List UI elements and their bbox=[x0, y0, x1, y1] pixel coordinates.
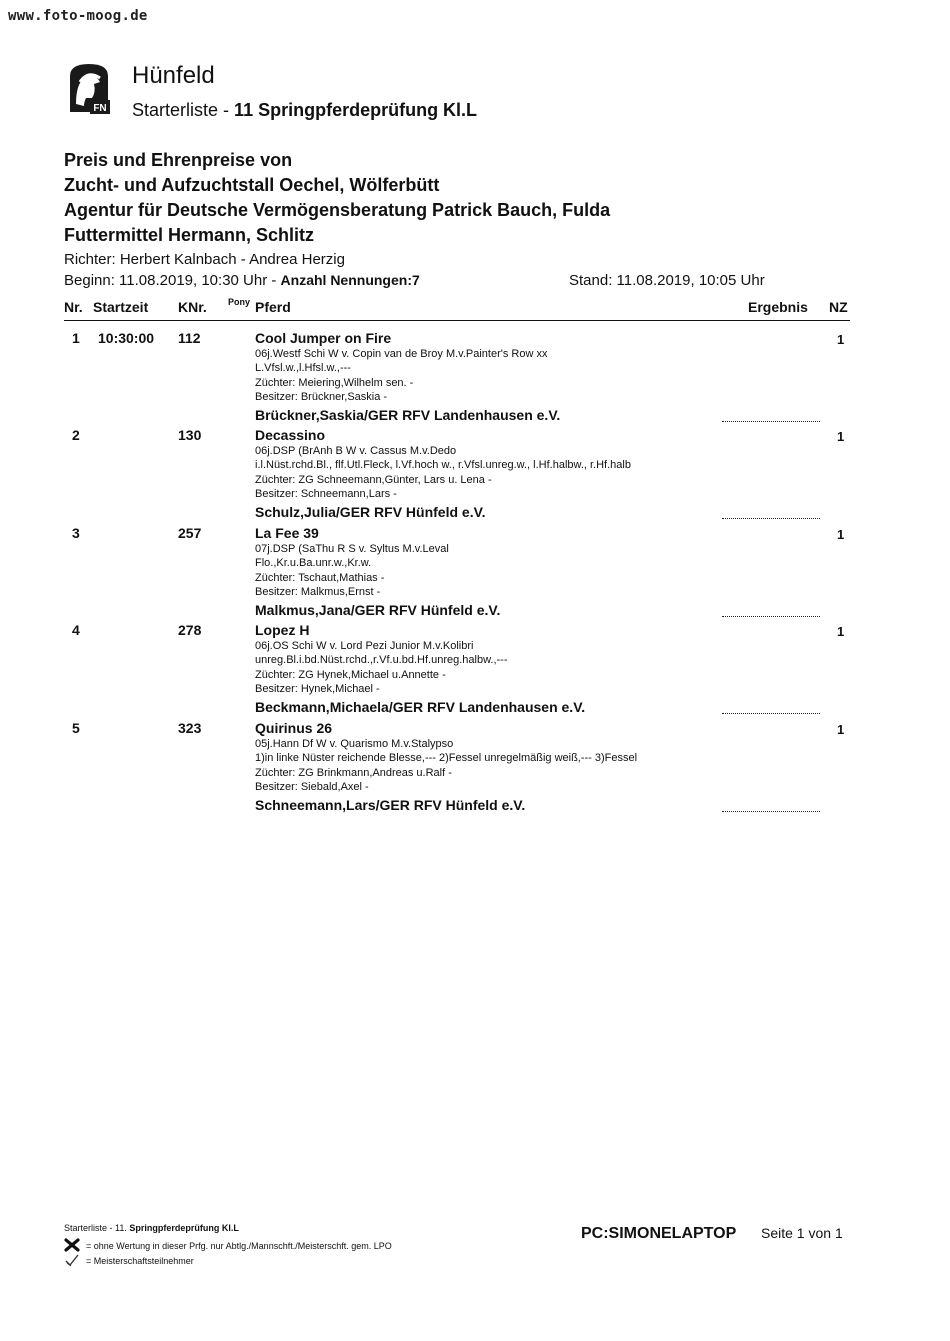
sponsor-line: Agentur für Deutsche Vermögensberatung Patrick Bauch, Fulda bbox=[64, 200, 611, 220]
entry-knr: 278 bbox=[178, 622, 202, 638]
checkmark-icon bbox=[64, 1253, 80, 1269]
horse-markings: 1)in linke Nüster reichende Blesse,--- 2)Fessel unregelmäßig weiß,--- 3)Fessel bbox=[255, 752, 638, 764]
legend-check-text: = Meisterschaftsteilnehmer bbox=[86, 1256, 194, 1266]
judges-line: Richter: Herbert Kalnbach - Andrea Herzig bbox=[64, 251, 345, 268]
result-field bbox=[722, 409, 820, 422]
rider-club: Brückner,Saskia/GER RFV Landenhausen e.V. bbox=[255, 407, 561, 423]
table-row bbox=[0, 330, 950, 427]
entry-nz: 1 bbox=[837, 429, 845, 444]
subtitle-event: 11 Springpferdeprüfung Kl.L bbox=[234, 100, 478, 120]
col-knr-header: KNr. bbox=[178, 299, 207, 315]
horse-name: Cool Jumper on Fire bbox=[255, 330, 392, 346]
header-rule bbox=[64, 320, 850, 321]
horse-pedigree: 06j.Westf Schi W v. Copin van de Broy M.v.Painter's Row xx bbox=[255, 348, 548, 360]
stand-line: Stand: 11.08.2019, 10:05 Uhr bbox=[569, 272, 765, 289]
rider-club: Beckmann,Michaela/GER RFV Landenhausen e.V. bbox=[255, 699, 586, 715]
col-nr-header: Nr. bbox=[64, 299, 83, 315]
begin-time: Beginn: 11.08.2019, 10:30 Uhr - bbox=[64, 272, 277, 289]
entry-nr: 3 bbox=[72, 525, 80, 541]
legend-cross-text: = ohne Wertung in dieser Prfg. nur Abtlg./Mannschft./Meisterschft. gem. LPO bbox=[86, 1241, 392, 1251]
horse-name: La Fee 39 bbox=[255, 525, 319, 541]
entry-knr: 130 bbox=[178, 427, 202, 443]
footer-title-prefix: Starterliste - 11. bbox=[64, 1223, 127, 1233]
col-ergebnis-header: Ergebnis bbox=[748, 299, 808, 315]
horse-pedigree: 06j.OS Schi W v. Lord Pezi Junior M.v.Kolibri bbox=[255, 640, 474, 652]
fn-logo-icon bbox=[66, 62, 112, 114]
horse-markings: Flo.,Kr.u.Ba.unr.w.,Kr.w. bbox=[255, 557, 372, 569]
entry-nz: 1 bbox=[837, 332, 845, 347]
sponsor-line: Preis und Ehrenpreise von bbox=[64, 150, 293, 170]
legend-cross bbox=[64, 1238, 392, 1254]
table-row bbox=[0, 525, 950, 622]
footer-title bbox=[64, 1223, 239, 1233]
entry-knr: 112 bbox=[178, 330, 201, 346]
entry-nz: 1 bbox=[837, 624, 845, 639]
result-field bbox=[722, 604, 820, 617]
page-number: Seite 1 von 1 bbox=[761, 1225, 843, 1241]
horse-breeder: Züchter: ZG Hynek,Michael u.Annette - bbox=[255, 669, 446, 681]
entry-nz: 1 bbox=[837, 722, 845, 737]
entry-nr: 1 bbox=[72, 330, 80, 346]
entry-knr: 323 bbox=[178, 720, 202, 736]
entry-start-time: 10:30:00 bbox=[98, 330, 155, 346]
watermark-text: www.foto-moog.de bbox=[8, 8, 148, 24]
table-row bbox=[0, 720, 950, 817]
horse-pedigree: 05j.Hann Df W v. Quarismo M.v.Stalypso bbox=[255, 738, 454, 750]
horse-name: Quirinus 26 bbox=[255, 720, 333, 736]
result-field bbox=[722, 799, 820, 812]
sponsor-block bbox=[64, 148, 610, 248]
horse-owner: Besitzer: Siebald,Axel - bbox=[255, 781, 369, 793]
col-pferd-header: Pferd bbox=[255, 299, 291, 315]
col-startzeit-header: Startzeit bbox=[93, 299, 149, 315]
entry-knr: 257 bbox=[178, 525, 202, 541]
horse-name: Lopez H bbox=[255, 622, 310, 638]
sponsor-line: Zucht- und Aufzuchtstall Oechel, Wölferbütt bbox=[64, 175, 440, 195]
horse-name: Decassino bbox=[255, 427, 326, 443]
horse-pedigree: 06j.DSP (BrAnh B W v. Cassus M.v.Dedo bbox=[255, 445, 457, 457]
rider-club: Schulz,Julia/GER RFV Hünfeld e.V. bbox=[255, 504, 486, 520]
place-title: Hünfeld bbox=[132, 62, 215, 89]
svg-text:FN: FN bbox=[93, 103, 107, 114]
horse-breeder: Züchter: ZG Brinkmann,Andreas u.Ralf - bbox=[255, 767, 452, 779]
entry-nz: 1 bbox=[837, 527, 845, 542]
horse-owner: Besitzer: Brückner,Saskia - bbox=[255, 391, 388, 403]
horse-breeder: Züchter: ZG Schneemann,Günter, Lars u. Lena - bbox=[255, 474, 492, 486]
horse-owner: Besitzer: Hynek,Michael - bbox=[255, 683, 380, 695]
horse-breeder: Züchter: Tschaut,Mathias - bbox=[255, 572, 385, 584]
sponsor-line: Futtermittel Hermann, Schlitz bbox=[64, 225, 315, 245]
horse-owner: Besitzer: Schneemann,Lars - bbox=[255, 488, 397, 500]
legend-check bbox=[64, 1253, 194, 1269]
list-subtitle bbox=[132, 100, 477, 121]
subtitle-prefix: Starterliste - bbox=[132, 100, 230, 120]
result-field bbox=[722, 506, 820, 519]
entry-nr: 2 bbox=[72, 427, 80, 443]
horse-owner: Besitzer: Malkmus,Ernst - bbox=[255, 586, 381, 598]
begin-line bbox=[64, 272, 420, 289]
horse-breeder: Züchter: Meiering,Wilhelm sen. - bbox=[255, 377, 414, 389]
table-row bbox=[0, 427, 950, 524]
table-row bbox=[0, 622, 950, 719]
horse-markings: L.Vfsl.w.,l.Hfsl.w.,--- bbox=[255, 362, 351, 374]
result-field bbox=[722, 701, 820, 714]
horse-pedigree: 07j.DSP (SaThu R S v. Syltus M.v.Leval bbox=[255, 543, 449, 555]
pc-name: PC:SIMONELAPTOP bbox=[581, 1225, 737, 1242]
cross-icon bbox=[64, 1238, 80, 1254]
rider-club: Malkmus,Jana/GER RFV Hünfeld e.V. bbox=[255, 602, 501, 618]
horse-markings: i.l.Nüst.rchd.Bl., flf.Utl.Fleck, l.Vf.hoch w., r.Vfsl.unreg.w., l.Hf.halbw., r.Hf.halb bbox=[255, 459, 631, 471]
col-nz-header: NZ bbox=[829, 299, 848, 315]
entries-count: Anzahl Nennungen:7 bbox=[280, 272, 420, 288]
footer-title-event: Springpferdeprüfung Kl.L bbox=[129, 1223, 239, 1233]
rider-club: Schneemann,Lars/GER RFV Hünfeld e.V. bbox=[255, 797, 526, 813]
entry-nr: 4 bbox=[72, 622, 80, 638]
col-pony-header: Pony bbox=[228, 297, 251, 307]
horse-markings: unreg.Bl.i.bd.Nüst.rchd.,r.Vf.u.bd.Hf.unreg.halbw.,--- bbox=[255, 654, 508, 666]
entry-nr: 5 bbox=[72, 720, 80, 736]
